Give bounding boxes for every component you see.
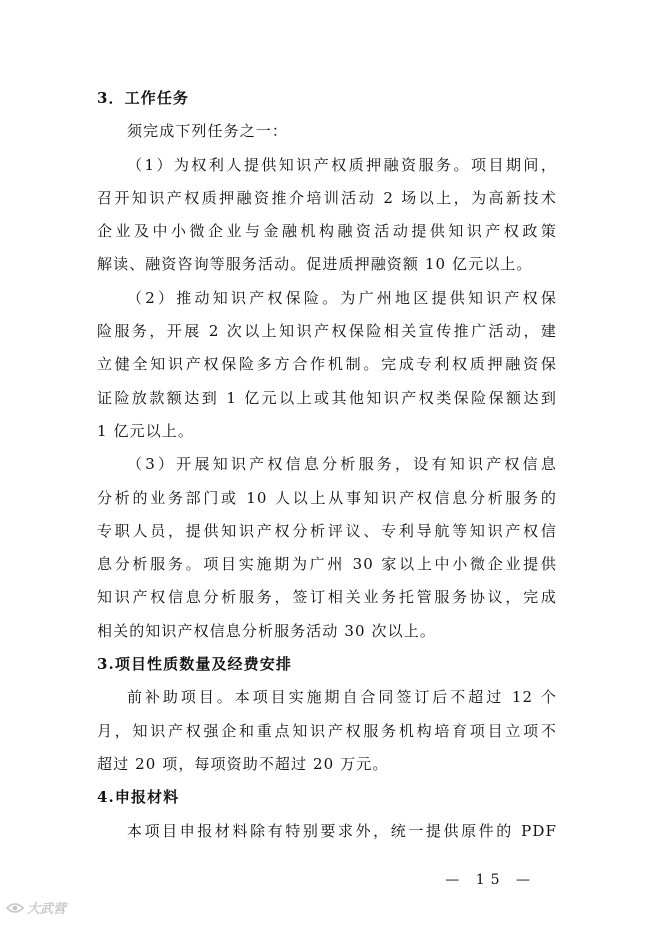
task-1-line: 企业及中小微企业与金融机构融资活动提供知识产权政策 (97, 222, 557, 241)
task-1-line: （1）为权利人提供知识产权质押融资服务。项目期间， (127, 155, 557, 174)
task-3-line: 分析的业务部门或 10 人以上从事知识产权信息分析服务的 (97, 488, 557, 507)
task-2-line: 险服务，开展 2 次以上知识产权保险相关宣传推广活动，建 (97, 322, 557, 341)
task-3-line: 相关的知识产权信息分析服务活动 30 次以上。 (97, 621, 436, 640)
task-3-paragraph (97, 448, 557, 648)
project-nature-paragraph (97, 681, 557, 781)
task-3-line: 专职人员，提供知识产权分析评议、专利导航等知识产权信 (97, 521, 557, 540)
project-nature-line: 超过 20 项，每项资助不超过 20 万元。 (97, 754, 389, 773)
project-nature-line: 前补助项目。本项目实施期自合同签订后不超过 12 个 (127, 688, 557, 707)
intro-paragraph: 须完成下列任务之一： (127, 122, 289, 141)
task-2-line: 1 亿元以上。 (97, 421, 195, 440)
task-1-line: 解读、融资咨询等服务活动。促进质押融资额 10 亿元以上。 (97, 255, 533, 274)
document-body (97, 82, 557, 848)
watermark (6, 898, 66, 917)
application-materials-line: 本项目申报材料除有特别要求外，统一提供原件的 PDF (127, 821, 557, 840)
page-number: — 15 — (445, 872, 536, 888)
task-3-line: 息分析服务。项目实施期为广州 30 家以上中小微企业提供 (97, 555, 557, 574)
task-3-line: 知识产权信息分析服务，签订相关业务托管服务协议，完成 (97, 588, 557, 607)
task-1-line: 召开知识产权质押融资推介培训活动 2 场以上，为高新技术 (97, 188, 557, 207)
task-2-line: （2）推动知识产权保险。为广州地区提供知识产权保 (127, 288, 557, 307)
section-heading-project-nature: 3.项目性质数量及经费安排 (97, 655, 292, 674)
watermark-text: 大武营 (27, 902, 67, 917)
section-heading-application-materials: 4.申报材料 (97, 788, 180, 807)
task-3-line: （3）开展知识产权信息分析服务，设有知识产权信息 (127, 455, 557, 474)
section-heading-work-tasks: 3．工作任务 (97, 89, 190, 107)
task-2-line: 证险放款额达到 1 亿元以上或其他知识产权类保险保额达到 (97, 388, 557, 407)
task-1-paragraph (97, 149, 557, 282)
task-2-line: 立健全知识产权保险多方合作机制。完成专利权质押融资保 (97, 355, 557, 374)
application-materials-paragraph (97, 815, 557, 848)
project-nature-line: 月，知识产权强企和重点知识产权服务机构培育项目立项不 (97, 721, 557, 740)
task-2-paragraph (97, 282, 557, 448)
eye-logo-icon (6, 902, 24, 914)
